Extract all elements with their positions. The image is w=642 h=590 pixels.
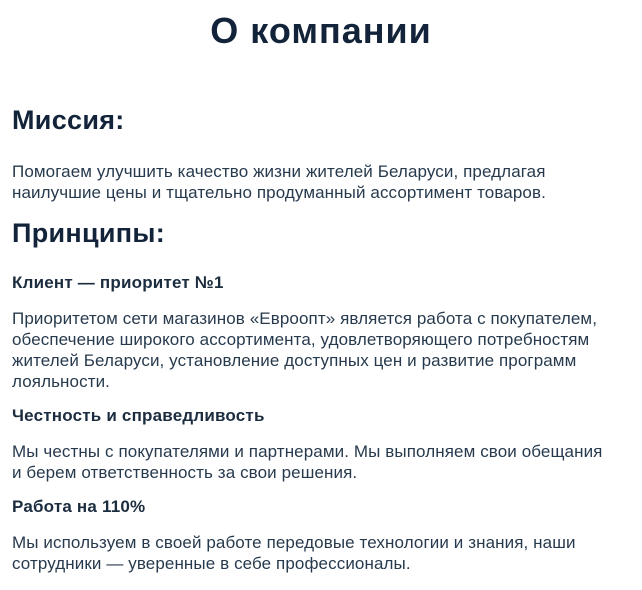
principle-text-client: Приоритетом сети магазинов «Евроопт» является работа с покупателем, обеспечение широкого ассортимента, удовлетворяющего потребностям жителей Беларуси, установление доступных цен и развитие программ лояльности.: [12, 309, 598, 391]
principles-section: [12, 218, 630, 574]
principle-item-work: [12, 496, 630, 574]
mission-text: Помогаем улучшить качество жизни жителей Беларуси, предлагая наилучшие цены и тщательно продуманный ассортимент товаров.: [12, 162, 546, 202]
principle-item-honesty: [12, 405, 630, 483]
principle-text-honesty: Мы честны с покупателями и партнерами. Мы выполняем свои обещания и берем ответственность за свои решения.: [12, 442, 603, 482]
principle-title-client: Клиент — приоритет №1: [12, 273, 224, 292]
about-company-page: [0, 12, 642, 590]
principle-title-honesty: Честность и справедливость: [12, 406, 265, 425]
page-title: О компании: [210, 10, 432, 51]
principle-title-work: Работа на 110%: [12, 497, 146, 516]
principles-heading: Принципы:: [12, 218, 166, 248]
mission-section: [12, 105, 630, 203]
mission-heading: Миссия:: [12, 105, 125, 135]
principle-item-client: [12, 272, 630, 392]
principle-text-work: Мы используем в своей работе передовые технологии и знания, наши сотрудники — уверенные в себе профессионалы.: [12, 533, 576, 573]
